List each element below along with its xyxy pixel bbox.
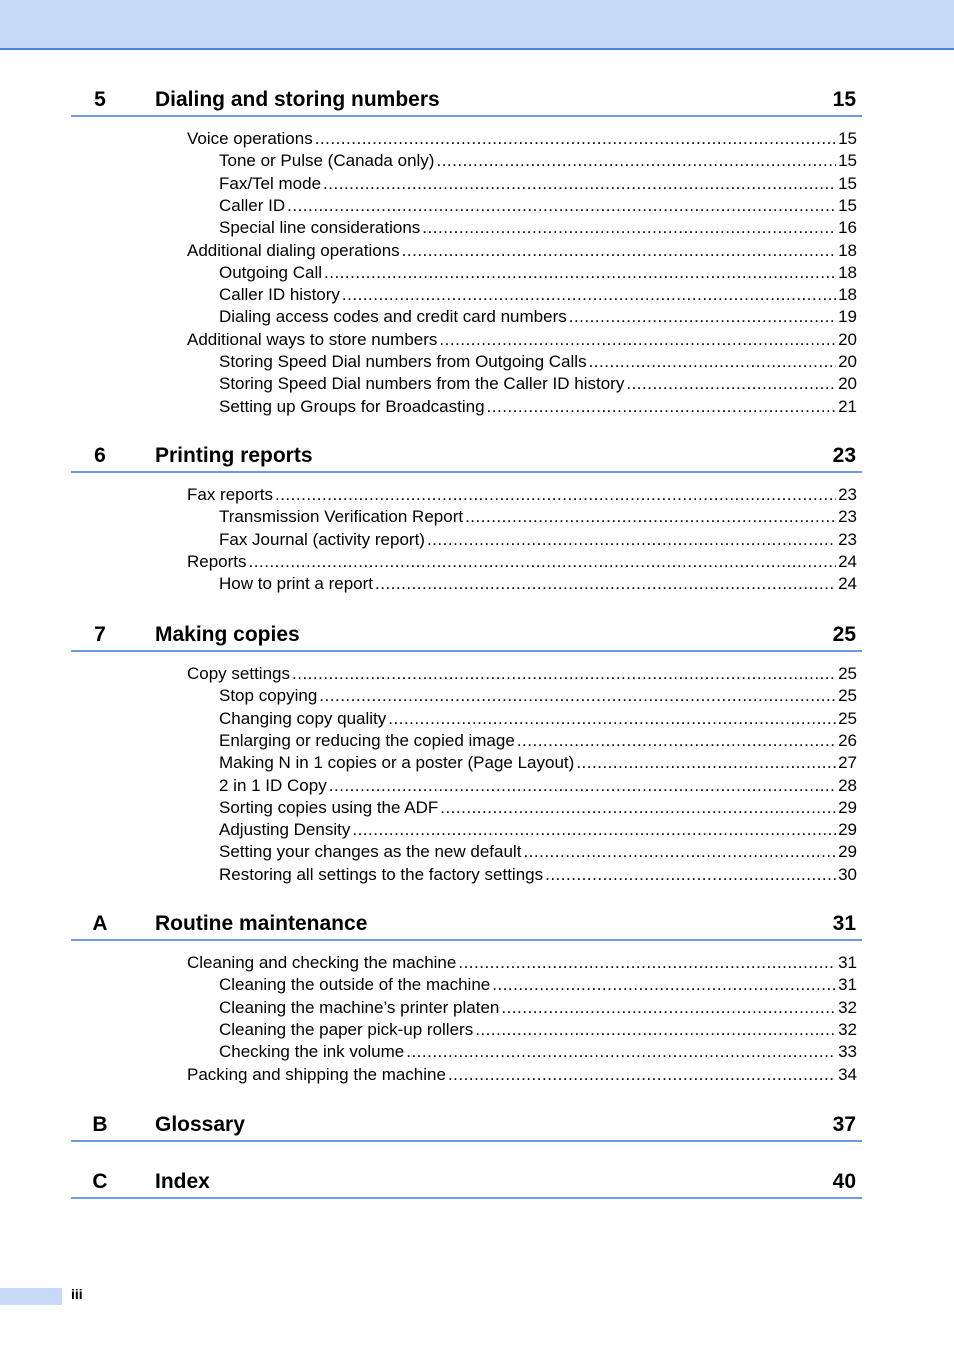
toc-subsection-entry[interactable] [219, 997, 857, 1019]
dot-leader [626, 373, 836, 395]
toc-subsection-entry[interactable] [219, 1019, 857, 1041]
entry-title: Tone or Pulse (Canada only) [219, 151, 435, 171]
chapter-number: A [92, 912, 108, 935]
entry-page: 24 [838, 551, 857, 571]
toc-subsection-entry[interactable] [219, 173, 857, 195]
dot-leader [315, 128, 836, 150]
entry-title: Voice operations [187, 129, 313, 148]
dot-leader [292, 663, 836, 685]
dot-leader [439, 329, 836, 351]
chapter-heading[interactable] [71, 1110, 862, 1142]
entry-title: Storing Speed Dial numbers from Outgoing Calls [219, 352, 587, 371]
entry-title: Reports [187, 551, 247, 571]
chapter-number: 7 [94, 623, 106, 646]
dot-leader [402, 240, 836, 262]
entry-page: 15 [838, 195, 857, 215]
entry-page: 23 [838, 507, 857, 527]
toc-section-entry[interactable] [187, 663, 857, 685]
chapter-heading[interactable] [71, 620, 862, 652]
dot-leader [576, 752, 836, 774]
chapter-page: 37 [832, 1113, 856, 1136]
toc-subsection-entry[interactable] [219, 819, 857, 841]
toc-subsection-entry[interactable] [219, 306, 857, 328]
entry-title: Storing Speed Dial numbers from the Caller ID history [219, 374, 625, 394]
toc-subsection-entry[interactable] [219, 284, 857, 306]
toc-subsection-entry[interactable] [219, 351, 857, 373]
chapter-number: B [92, 1113, 108, 1136]
dot-leader [440, 797, 836, 819]
dot-leader [342, 284, 836, 306]
entry-title: Copy settings [187, 664, 290, 683]
chapter-page: 31 [832, 912, 856, 935]
dot-leader [458, 952, 836, 974]
dot-leader [324, 262, 836, 284]
entry-page: 20 [838, 352, 857, 371]
entry-page: 26 [838, 730, 857, 750]
entry-page: 21 [838, 396, 857, 416]
dot-leader [427, 529, 836, 551]
dot-leader [422, 217, 836, 239]
dot-leader [319, 685, 836, 707]
entry-title: Caller ID [219, 195, 286, 215]
toc-subsection-entry[interactable] [219, 1041, 857, 1063]
chapter-heading[interactable] [71, 1167, 862, 1199]
dot-leader [436, 150, 836, 172]
entry-page: 15 [838, 173, 857, 193]
toc-section-entry[interactable] [187, 128, 857, 150]
toc-subsection-entry[interactable] [219, 797, 857, 819]
entry-page: 29 [838, 820, 857, 840]
entry-page: 32 [838, 997, 857, 1017]
entry-page: 18 [838, 240, 857, 260]
chapter-number: C [92, 1170, 108, 1193]
entry-title: How to print a report [219, 574, 374, 594]
entry-page: 16 [838, 218, 857, 238]
dot-leader [501, 997, 836, 1019]
chapter-number: 6 [94, 444, 106, 467]
entry-title: Sorting copies using the ADF [219, 797, 439, 817]
toc-subsection-entry[interactable] [219, 529, 857, 551]
toc-section-entry[interactable] [187, 240, 857, 262]
entry-page: 25 [838, 664, 857, 683]
dot-leader [475, 1019, 836, 1041]
chapter-page: 15 [832, 88, 856, 111]
entry-title: Changing copy quality [219, 708, 387, 728]
chapter-title: Glossary [155, 1113, 245, 1136]
dot-leader [323, 173, 836, 195]
entry-title: Setting up Groups for Broadcasting [219, 396, 485, 416]
chapter-number: 5 [94, 88, 106, 111]
dot-leader [448, 1064, 836, 1086]
chapter-page: 23 [832, 444, 856, 467]
entry-title: Special line considerations [219, 218, 421, 238]
entry-title: Adjusting Density [219, 820, 351, 840]
dot-leader [352, 819, 836, 841]
chapter-title: Dialing and storing numbers [155, 88, 440, 111]
dot-leader [465, 506, 836, 528]
chapter-title: Routine maintenance [155, 912, 368, 935]
toc-subsection-entry[interactable] [219, 396, 857, 418]
entry-title: Caller ID history [219, 285, 340, 305]
entry-title: Packing and shipping the machine [187, 1064, 446, 1084]
entry-title: Additional dialing operations [187, 240, 400, 260]
entry-title: Transmission Verification Report [219, 507, 464, 527]
entry-title: Cleaning the machine’s printer platen [219, 997, 500, 1017]
chapter-title: Making copies [155, 623, 300, 646]
entry-page: 31 [838, 975, 857, 995]
entry-page: 29 [838, 797, 857, 817]
footer-tab [0, 1288, 62, 1305]
entry-title: Making N in 1 copies or a poster (Page Layout) [219, 753, 575, 773]
header-band [0, 0, 954, 50]
entry-page: 15 [838, 129, 857, 148]
entry-page: 23 [838, 529, 857, 549]
entry-page: 32 [838, 1019, 857, 1039]
entry-title: Dialing access codes and credit card numbers [219, 307, 567, 327]
dot-leader [329, 775, 836, 797]
entry-page: 27 [838, 753, 857, 773]
dot-leader [249, 551, 837, 573]
entry-title: Fax/Tel mode [219, 173, 322, 193]
dot-leader [589, 351, 837, 373]
entry-title: Cleaning and checking the machine [187, 953, 457, 972]
toc-subsection-entry[interactable] [219, 150, 857, 172]
entry-page: 28 [838, 775, 857, 795]
entry-page: 31 [838, 953, 857, 972]
entry-title: Fax reports [187, 485, 273, 504]
dot-leader [545, 864, 836, 886]
entry-title: 2 in 1 ID Copy [219, 775, 327, 795]
toc-section-entry[interactable] [187, 329, 857, 351]
toc-subsection-entry[interactable] [219, 974, 857, 996]
dot-leader [388, 708, 836, 730]
dot-leader [287, 195, 836, 217]
chapter-title: Index [155, 1170, 210, 1193]
entry-page: 25 [838, 686, 857, 706]
entry-title: Additional ways to store numbers [187, 329, 438, 349]
entry-page: 20 [838, 374, 857, 394]
toc-subsection-entry[interactable] [219, 708, 857, 730]
dot-leader [406, 1041, 836, 1063]
entry-title: Restoring all settings to the factory settings [219, 864, 544, 884]
entry-page: 18 [838, 285, 857, 305]
entry-title: Cleaning the outside of the machine [219, 975, 491, 995]
chapter-heading[interactable] [71, 909, 862, 941]
dot-leader [492, 974, 836, 996]
toc-subsection-entry[interactable] [219, 730, 857, 752]
dot-leader [569, 306, 836, 328]
entry-page: 19 [838, 307, 857, 327]
page-number: iii [71, 1286, 83, 1302]
entry-title: Stop copying [219, 686, 318, 706]
dot-leader [275, 484, 836, 506]
entry-title: Enlarging or reducing the copied image [219, 730, 515, 750]
chapter-title: Printing reports [155, 444, 313, 467]
toc-subsection-entry[interactable] [219, 775, 857, 797]
entry-title: Checking the ink volume [219, 1042, 405, 1062]
entry-page: 34 [838, 1064, 857, 1084]
entry-page: 18 [838, 262, 857, 282]
toc-section-entry[interactable] [187, 484, 857, 506]
toc-subsection-entry[interactable] [219, 506, 857, 528]
chapter-page: 25 [832, 623, 856, 646]
toc-section-entry[interactable] [187, 952, 857, 974]
chapter-heading[interactable] [71, 441, 862, 473]
toc-subsection-entry[interactable] [219, 841, 857, 863]
toc-section-entry[interactable] [187, 1064, 857, 1086]
dot-leader [487, 396, 837, 418]
toc-section-entry[interactable] [187, 551, 857, 573]
toc-subsection-entry[interactable] [219, 195, 857, 217]
entry-title: Cleaning the paper pick-up rollers [219, 1019, 474, 1039]
entry-page: 15 [838, 151, 857, 171]
dot-leader [523, 841, 836, 863]
dot-leader [375, 573, 836, 595]
toc-subsection-entry[interactable] [219, 752, 857, 774]
chapter-page: 40 [832, 1170, 856, 1193]
entry-page: 29 [838, 842, 857, 862]
entry-title: Outgoing Call [219, 262, 323, 282]
chapter-heading[interactable] [71, 85, 862, 117]
toc-subsection-entry[interactable] [219, 262, 857, 284]
dot-leader [517, 730, 836, 752]
toc-subsection-entry[interactable] [219, 685, 857, 707]
entry-page: 20 [838, 329, 857, 349]
toc-subsection-entry[interactable] [219, 573, 857, 595]
toc-subsection-entry[interactable] [219, 864, 857, 886]
toc-subsection-entry[interactable] [219, 373, 857, 395]
entry-page: 24 [838, 574, 857, 594]
entry-page: 30 [838, 864, 857, 884]
entry-title: Fax Journal (activity report) [219, 529, 425, 549]
toc-subsection-entry[interactable] [219, 217, 857, 239]
entry-page: 25 [838, 708, 857, 728]
entry-title: Setting your changes as the new default [219, 842, 522, 862]
entry-page: 23 [838, 485, 857, 504]
entry-page: 33 [838, 1042, 857, 1062]
